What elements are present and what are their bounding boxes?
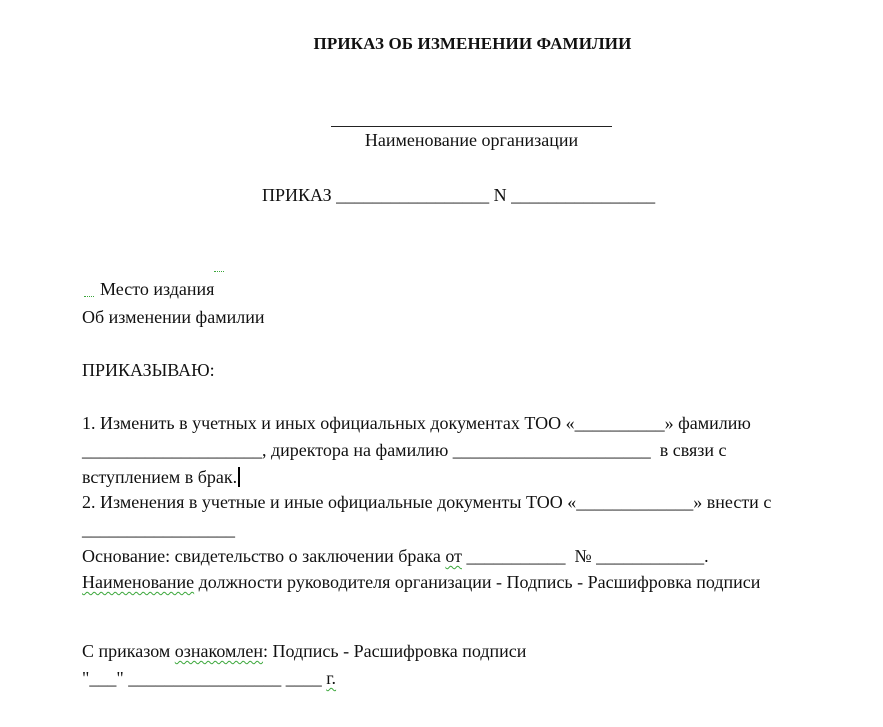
organization-name-blank[interactable] — [331, 126, 612, 127]
item1-line1: 1. Изменить в учетных и иных официальных документах ТОО «__________» фамилию — [82, 413, 751, 433]
signature-rest: должности руководителя организации - Подпись - Расшифровка подписи — [194, 572, 761, 592]
spellcheck-mark — [84, 292, 94, 297]
signature-line — [82, 570, 760, 594]
date-line — [82, 666, 336, 690]
acknowledgement-line — [82, 639, 526, 663]
basis-line — [82, 544, 709, 568]
item2-line2: _________________ — [82, 519, 235, 539]
basis-suffix: ___________ № ____________. — [461, 546, 709, 566]
ack-prefix: С приказом — [82, 641, 175, 661]
text-cursor — [238, 467, 240, 487]
date-blanks: "___" _________________ ____ — [82, 668, 327, 688]
ack-word: ознакомлен — [174, 641, 264, 661]
organization-caption: Наименование организации — [364, 130, 579, 150]
ack-rest: : Подпись - Расшифровка подписи — [263, 641, 527, 661]
item1-line2: ____________________, директора на фамилию ______________________ в связи с — [82, 440, 727, 460]
order-number-line: ПРИКАЗ _________________ N ________________ — [262, 185, 656, 205]
signature-word: Наименование — [82, 572, 195, 592]
place-of-issue-label: Место издания — [100, 279, 215, 299]
item1-line3 — [82, 465, 240, 489]
document-title: ПРИКАЗ ОБ ИЗМЕНЕНИИ ФАМИЛИИ — [313, 34, 632, 53]
item2-line1: 2. Изменения в учетные и иные официальные документы ТОО «_____________» внести с — [82, 492, 772, 512]
order-word: ПРИКАЗЫВАЮ: — [82, 360, 215, 380]
subject-line: Об изменении фамилии — [82, 307, 265, 327]
item1-line3-text: вступлением в брак. — [82, 467, 238, 487]
basis-prefix: Основание: свидетельство о заключении брака — [82, 546, 446, 566]
date-year-suffix: г. — [326, 668, 337, 688]
spellcheck-mark — [214, 267, 224, 272]
basis-ot-word: от — [445, 546, 462, 566]
